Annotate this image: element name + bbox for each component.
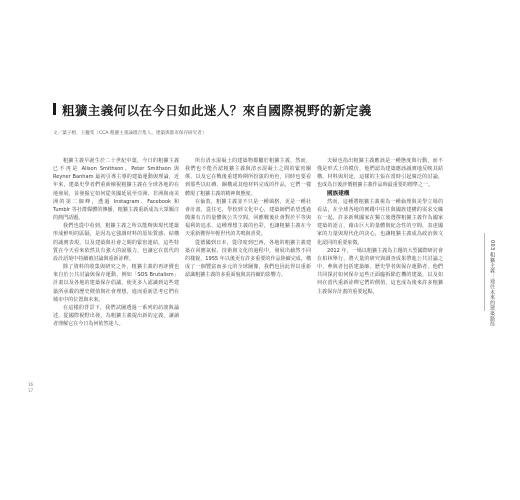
side-divider	[484, 233, 485, 311]
paragraph: 在倫敦，粗獷主義並不只是一種風格，更是一種社會計畫，從住宅、學校到文化中心，建築師們希望透過簡潔有力的量體與公共空間，回應戰後社會對於平等與福利的追求，這種理想主義的色彩，也讓粗獷主義在今天重新獲得年輕世代的共鳴與喜愛。	[185, 198, 311, 238]
paragraph: 從德國到日本，從印度到巴西，各地的粗獷主義建築在回應氣候、技術與文化的過程中，發展出截然不同的樣貌，1955 年以後更有許多重要的作品陸續完成，構成了一個豐富而多元的全球圖像，我們也因此得以重新認識粗獷主義的多重面貌與其持續的影響力。	[185, 239, 311, 279]
paragraph: 所有清水混凝土的建築物都屬於粗獷主義，然而，我們也不能否認粗獷主義與清水混凝土之間的緊密關係，以及它在戰後重建時期所扮演的角色，同時也要看到那些以紅磚、鋼構或其他材料完成的作品，它們一樣體現了粗獷主義的精神與態度。	[185, 158, 311, 197]
paragraph: 粗獷主義早誕生於二十世紀中葉，今日的粗獷主義已不再是 Alison Smithson、Peter Smithson 與 Reyner Banham 最初引導主導的建築運動與理論，近年來，建築史學者們重新檢視粗獷主義在全球各地的在地發展，並發掘它如何從英國延展至亞洲、非洲與南美洲的第二個峰，透過 Instagram、Facebook 和 Tumblr 等社群媒體的傳播，粗獷主義重新成為大眾關注的熱門話題。	[53, 158, 179, 222]
title-accent-bar	[53, 103, 56, 115]
text-column-1	[53, 157, 179, 328]
running-header-label: 003 粗獷主義：通往未來的建築路徑	[489, 240, 495, 327]
page-number: 17	[28, 388, 34, 393]
page-number: 16	[28, 382, 34, 387]
paragraph: 然而，這種將粗獷主義視為一種倫理與美學立場的看法，在全球各地的實踐中往往與國族建構的需求交織在一起，許多新興國家在獨立後選擇粗獷主義作為國家建築的語言，藉由巨大的量體與紀念性的空間，表達國家的力量與現代化的決心，也讓粗獷主義成為政治與文化認同的重要象徵。	[317, 198, 443, 246]
article-byline: 文／葉子榕、王儷雯（CCA 粗獷主義論壇召集人、建築與都市保存研究者）	[53, 131, 207, 136]
paragraph: 我們也從中看到，粗獷主義之所以能夠與現代建築形成鮮明的區隔，是因為它強調材料的原始質感、結構的誠實表現，以及建築與社會之間的緊密連結，這些特質在今天看來依然具有強大的說服力，也讓它在當代的設計語境中持續被討論與重新詮釋。	[53, 223, 179, 262]
paragraph: 夫婦也指出粗獷主義應該是一種態度與行動，而不僅是形式上的模仿，他們認為建築應該誠實地反映其結構、材料與用途，這樣的主張在當時引起廣泛的討論，也成為日後評價粗獷主義作品時最重要的標準之一。	[317, 158, 443, 189]
text-column-2	[185, 157, 311, 279]
article-title: 粗獷主義何以在今日如此迷人？來自國際視野的新定義	[62, 103, 372, 118]
text-column-3	[317, 157, 443, 296]
section-subheading: 國族建構	[327, 190, 350, 197]
paragraph: 除了資料的收集與研究之外，粗獷主義的再評價也來自於公共討論與保存運動，例如「SOS Brutalism」計畫以及各地的建築保存倡議，使更多人認識到這些建築所承載的歷史價值與社會理想，進而重新思考它們在城市中的位置與未來。	[53, 264, 179, 303]
paragraph: 2012 年，一場以粗獷主義為主題的大型國際研討會在柏林舉行，將大量的研究與調查成果帶進公共討論之中，參與者包括建築師、歷史學者與保存運動者，他們共同探討如何保存這些正面臨拆除危機的建築，以及如何在當代重新詮釋它們的價值，這也成為後來許多粗獷主義保存計畫的重要起點。	[317, 247, 443, 295]
paragraph: 在這樣的背景下，我們試圖透過一系列的訪談與論述，從國際視野出發，為粗獷主義提出新的定義，讓讀者理解它在今日為何依然迷人。	[53, 304, 179, 328]
